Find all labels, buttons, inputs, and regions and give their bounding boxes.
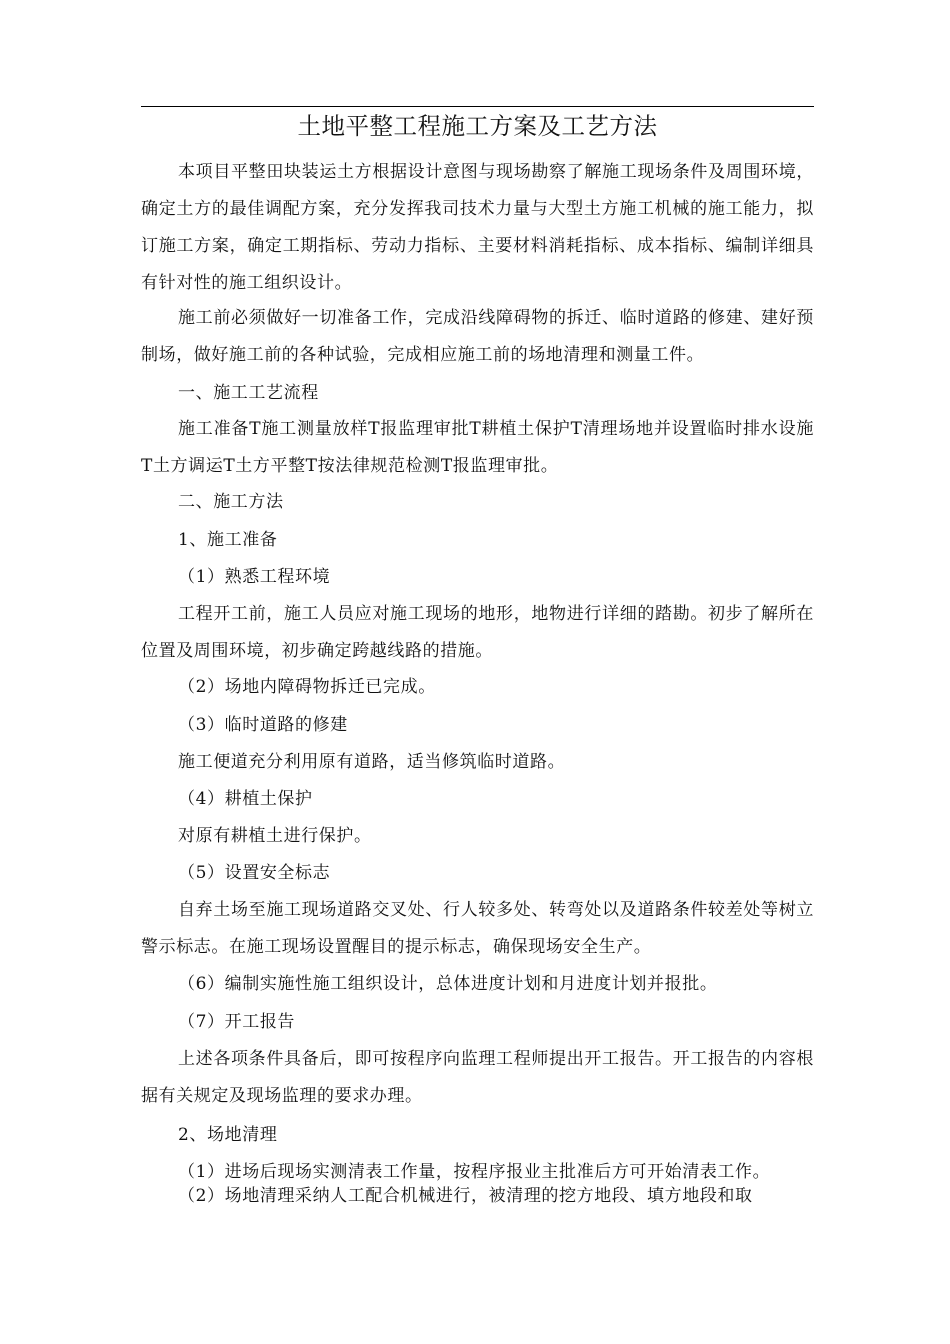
item-2-text: （2）场地内障碍物拆迁已完成。: [178, 677, 436, 697]
item-1-heading: （1）熟悉工程环境: [178, 567, 331, 587]
header-rule: [141, 106, 814, 107]
document-title: 土地平整工程施工方案及工艺方法: [297, 112, 658, 140]
item-3-heading: （3）临时道路的修建: [178, 715, 348, 735]
heading-process-flow: 一、施工工艺流程: [178, 383, 319, 403]
heading-construction-methods: 二、施工方法: [178, 492, 284, 512]
item-6-text: （6）编制实施性施工组织设计，总体进度计划和月进度计划并报批。: [178, 974, 718, 994]
heading-construction-preparation: 1、施工准备: [178, 530, 278, 550]
item-7-heading: （7）开工报告: [178, 1012, 296, 1032]
paragraph-intro: 本项目平整田块装运土方根据设计意图与现场勘察了解施工现场条件及周围环境，确定土方的最佳调配方案，充分发挥我司技术力量与大型土方施工机械的施工能力，拟订施工方案，确定工期指标、劳动力指标、主要材料消耗指标、成本指标、编制详细具有针对性的施工组织设计。: [141, 162, 814, 293]
paragraph-process-flow: 施工准备T施工测量放样T报监理审批T耕植土保护T清理场地并设置临时排水设施T土方调运T土方平整T按法律规范检测T报监理审批。: [141, 419, 814, 476]
item-3-text: 施工便道充分利用原有道路，适当修筑临时道路。: [178, 752, 566, 772]
paragraph-preparation: 施工前必须做好一切准备工作，完成沿线障碍物的拆迁、临时道路的修建、建好预制场，做好施工前的各种试验，完成相应施工前的场地清理和测量工件。: [141, 308, 814, 365]
item-4-heading: （4）耕植土保护: [178, 789, 313, 809]
item-7-text: 上述各项条件具备后，即可按程序向监理工程师提出开工报告。开工报告的内容根据有关规定及现场监理的要求办理。: [141, 1049, 814, 1106]
item-5-text: 自弃土场至施工现场道路交叉处、行人较多处、转弯处以及道路条件较差处等树立警示标志。在施工现场设置醒目的提示标志，确保现场安全生产。: [141, 900, 814, 957]
clearing-item-1: （1）进场后现场实测清表工作量，按程序报业主批准后方可开始清表工作。: [178, 1162, 771, 1182]
item-5-heading: （5）设置安全标志: [178, 863, 331, 883]
clearing-item-2: （2）场地清理采纳人工配合机械进行，被清理的挖方地段、填方地段和取: [178, 1186, 753, 1206]
heading-site-clearing: 2、场地清理: [178, 1125, 278, 1145]
item-1-text: 工程开工前，施工人员应对施工现场的地形，地物进行详细的踏勘。初步了解所在位置及周围环境，初步确定跨越线路的措施。: [141, 604, 814, 661]
item-4-text: 对原有耕植土进行保护。: [178, 826, 372, 846]
